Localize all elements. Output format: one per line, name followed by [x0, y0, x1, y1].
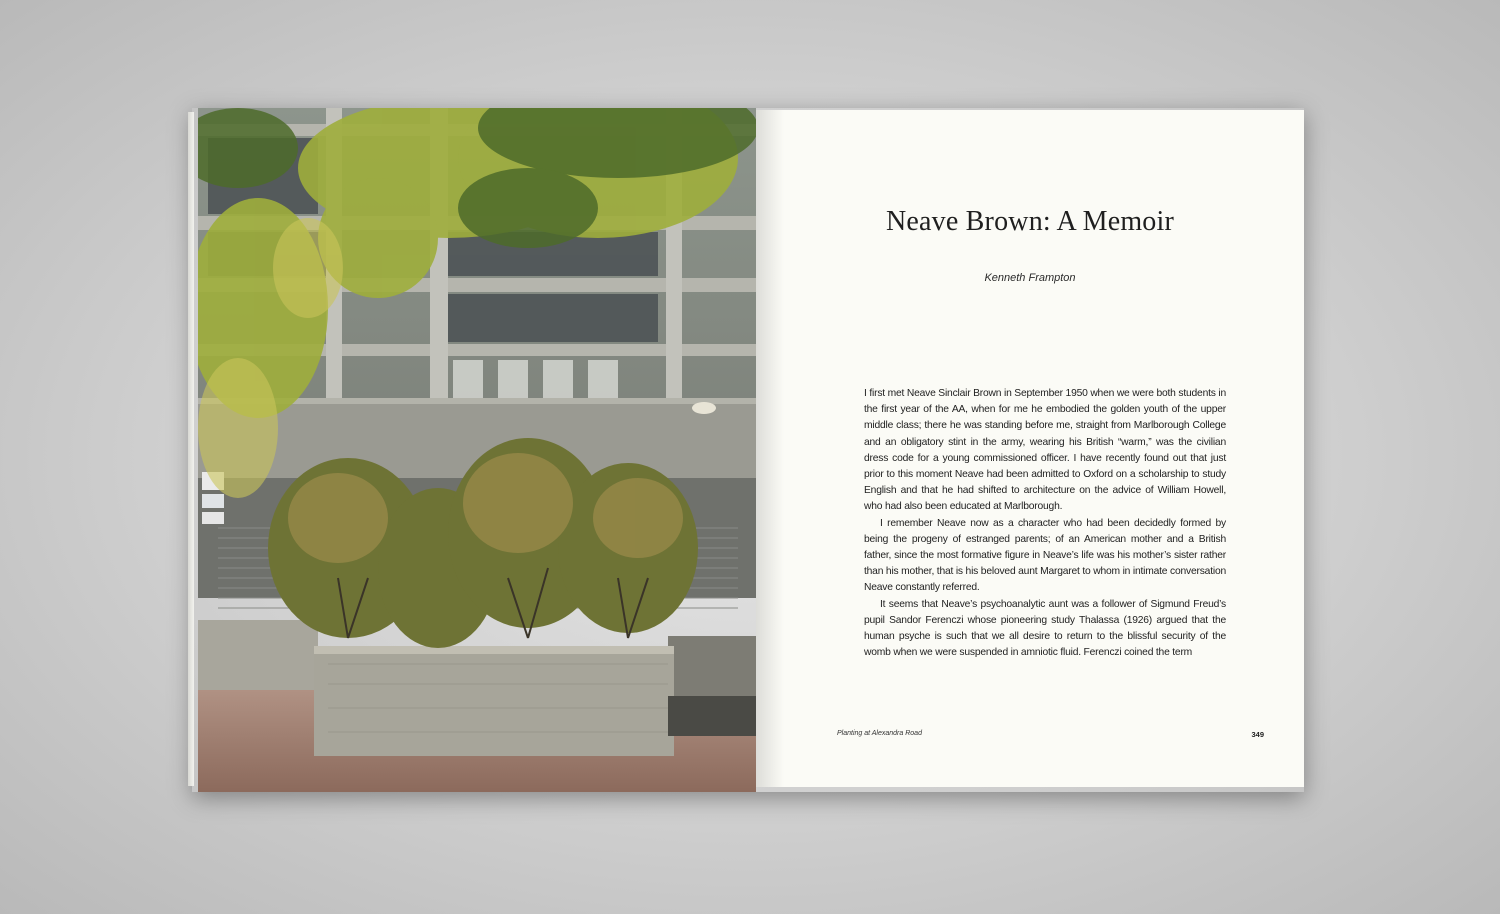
book-spread — [192, 108, 1304, 792]
body-text — [864, 386, 1226, 661]
paragraph: It seems that Neave’s psychoanalytic aunt was a follower of Sigmund Freud’s pupil Sandor Ferenczi whose pioneering study Thalassa (1926) argued that the human psyche is such that we all desire to return to the blissful security of the womb when we were suspended in amniotic fluid. Ferenczi coined the term — [864, 598, 1226, 659]
paragraph: I first met Neave Sinclair Brown in September 1950 when we were both students in the first year of the AA, when for me he embodied the golden youth of the upper middle class; there he was standing before me, straight from Marlborough College and an obligatory stint in the army, wearing his British “warm,” was the civilian dress code for a young commissioned officer. I have recently found out that just prior to this moment Neave had been admitted to Oxford on a scholarship to study English and that he had shifted to architecture on the advice of William Howell, who had also been educated at Marlborough. — [864, 388, 1226, 513]
author-byline: Kenneth Frampton — [984, 272, 1076, 284]
paragraph: I remember Neave now as a character who had been decidedly formed by being the progeny of estranged parents; of an American mother and a British father, since the most formative figure in Neave’s life was his mother’s sister rather than his mother, that is his beloved aunt Margaret to whom in intimate conversation Neave constantly referred. — [864, 517, 1226, 594]
article-title: Neave Brown: A Memoir — [885, 206, 1175, 237]
left-page-photo — [198, 108, 756, 792]
photo-illustration — [198, 108, 756, 792]
photo-caption: Planting at Alexandra Road — [837, 730, 922, 737]
page-number: 349 — [1251, 730, 1264, 739]
right-page — [756, 110, 1304, 787]
page-edges — [188, 112, 194, 786]
